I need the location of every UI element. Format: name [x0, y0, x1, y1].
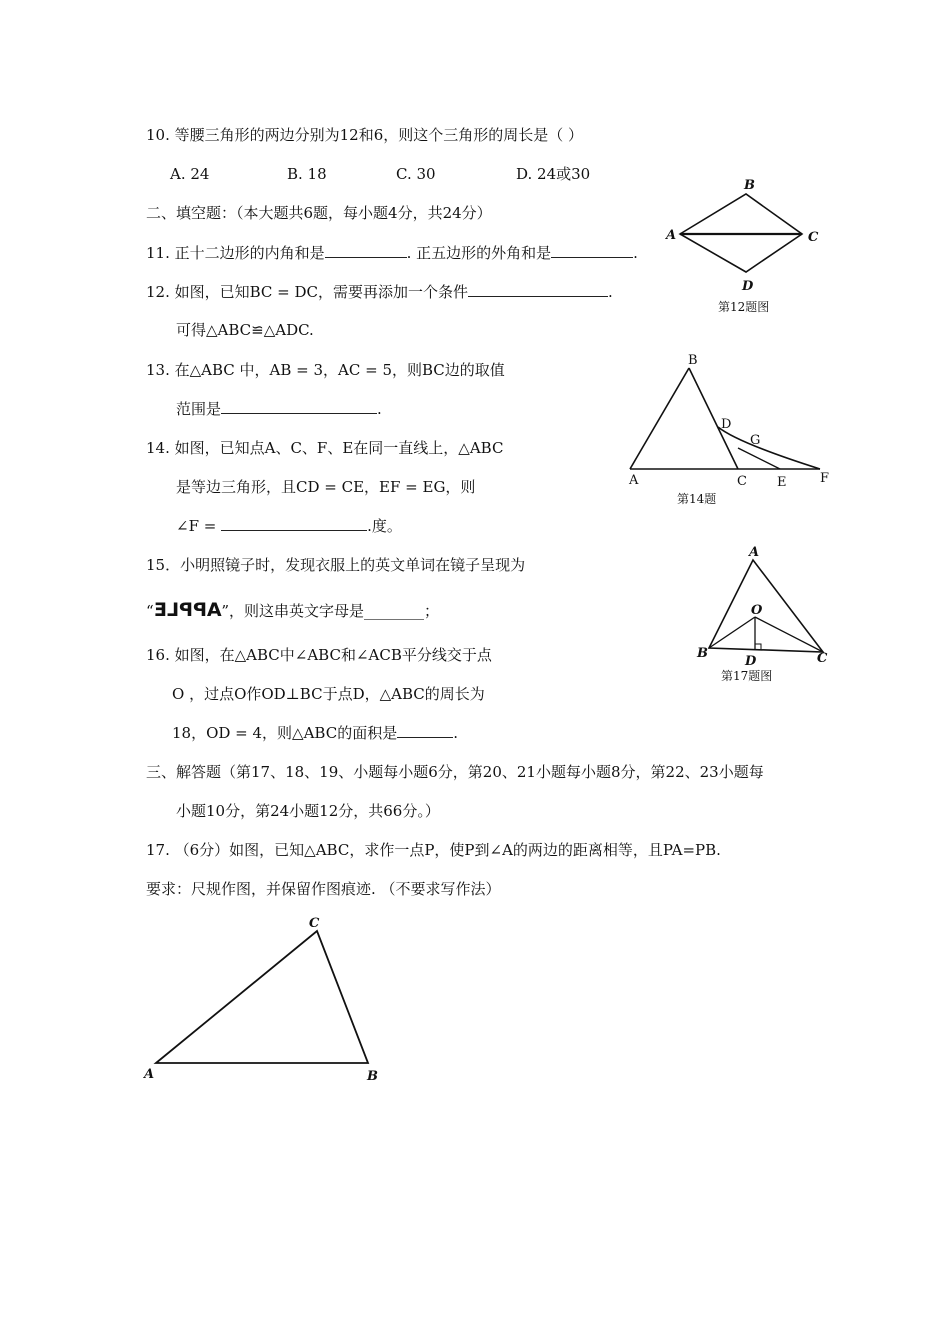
figure-q14: [620, 348, 835, 513]
q14-line2: 是等边三角形，且CD = CE，EF = EG，则: [176, 478, 476, 496]
q17-line1: 17. （6分）如图，已知△ABC，求作一点P，使P到∠A的两边的距离相等，且PA=PB.: [146, 841, 721, 859]
section2-heading: 二、填空题：（本大题共6题，每小题4分，共24分）: [146, 204, 492, 222]
q16-line3: [172, 723, 458, 743]
q10-option-a: A. 24: [170, 165, 210, 183]
q11-blank-2[interactable]: [551, 243, 633, 258]
label-c: C: [817, 651, 828, 666]
label-a: A: [144, 1067, 155, 1082]
triangle-abc: [709, 560, 823, 652]
label-b: B: [744, 178, 755, 193]
label-c: C: [737, 474, 747, 489]
q15-line2: [146, 600, 439, 621]
q13-blank[interactable]: [221, 399, 377, 414]
caption-q17: 第17题图: [721, 669, 773, 683]
label-g: G: [750, 433, 761, 448]
q14-part-a: ∠F =: [176, 517, 222, 535]
q16-line2: O ，过点O作OD⊥BC于点D，△ABC的周长为: [172, 685, 485, 703]
label-d: D: [745, 654, 757, 669]
q12-blank[interactable]: [468, 282, 608, 297]
section3-line1: 三、解答题（第17、18、19、小题每小题6分，第20、21小题每小题8分，第22、23小题每: [146, 763, 764, 781]
q10-option-b: B. 18: [287, 165, 327, 183]
q13-line1: 13. 在△ABC 中，AB = 3，AC = 5，则BC边的取值: [146, 361, 505, 379]
label-o: O: [751, 603, 763, 618]
q13-part-a: 范围是: [176, 400, 222, 418]
label-a: A: [666, 228, 677, 243]
q14-line3: [176, 516, 402, 536]
label-d: D: [742, 279, 754, 294]
q15-line1: 15．小明照镜子时，发现衣服上的英文单词在镜子呈现为: [146, 556, 526, 574]
q14-part-b: .度。: [367, 517, 402, 535]
q16-blank[interactable]: [397, 723, 453, 738]
label-b: B: [688, 353, 698, 368]
figure-q17-triangle: [138, 910, 388, 1085]
q11-part-c: .: [633, 244, 638, 262]
label-f: F: [820, 471, 830, 486]
mirror-word: APPLE: [153, 599, 222, 621]
q13-line2: [176, 399, 382, 419]
triangle-abc: [156, 931, 368, 1063]
q12-line2: 可得△ABC≌△ADC.: [176, 321, 314, 339]
q13-part-b: .: [377, 400, 382, 418]
label-b: B: [367, 1069, 378, 1084]
label-c: C: [808, 230, 819, 245]
q16-part-a: 18，OD = 4，则△ABC的面积是: [172, 724, 398, 742]
q10-text: 10. 等腰三角形的两边分别为12和6，则这个三角形的周长是（ ）: [146, 126, 584, 144]
segment-ge: [738, 448, 780, 469]
q11-part-a: 11. 正十二边形的内角和是: [146, 244, 325, 262]
q11-blank-1[interactable]: [325, 243, 407, 258]
segment-ab: [630, 368, 689, 469]
caption-q12: 第12题图: [718, 300, 770, 314]
bisector-co: [755, 617, 823, 652]
q15-quote-close: ”: [221, 602, 229, 620]
section3-line2: 小题10分，第24小题12分，共66分。）: [176, 802, 440, 820]
label-b: B: [697, 646, 708, 661]
figure-q12: [660, 172, 830, 320]
label-e: E: [777, 475, 787, 490]
q11-part-b: . 正五边形的外角和是: [406, 244, 552, 262]
q17-line2: 要求：尺规作图，并保留作图痕迹. （不要求写作法）: [146, 880, 501, 898]
label-c: C: [309, 916, 320, 931]
q14-blank[interactable]: [221, 516, 367, 531]
q10-options: [170, 164, 630, 184]
label-a: A: [629, 473, 639, 488]
label-a: A: [749, 545, 760, 560]
q15-quote-open: “: [146, 602, 154, 620]
q16-line1: 16. 如图，在△ABC中∠ABC和∠ACB平分线交于点: [146, 646, 492, 664]
q10-option-c: C. 30: [396, 165, 436, 183]
q12: [146, 282, 613, 302]
caption-q14: 第14题: [677, 492, 717, 506]
segment-df: [718, 427, 820, 469]
q11: [146, 243, 638, 263]
q15-part-b: ，则这串英文字母是________；: [229, 602, 440, 620]
q12-part-a: 12. 如图，已知BC = DC，需要再添加一个条件: [146, 283, 469, 301]
q12-part-b: .: [608, 283, 613, 301]
label-d: D: [721, 417, 732, 432]
q14-line1: 14. 如图，已知点A、C、F、E在同一直线上，△ABC: [146, 439, 504, 457]
figure-q16: [693, 542, 833, 687]
q16-part-b: .: [453, 724, 458, 742]
q10-option-d: D. 24或30: [516, 165, 591, 183]
